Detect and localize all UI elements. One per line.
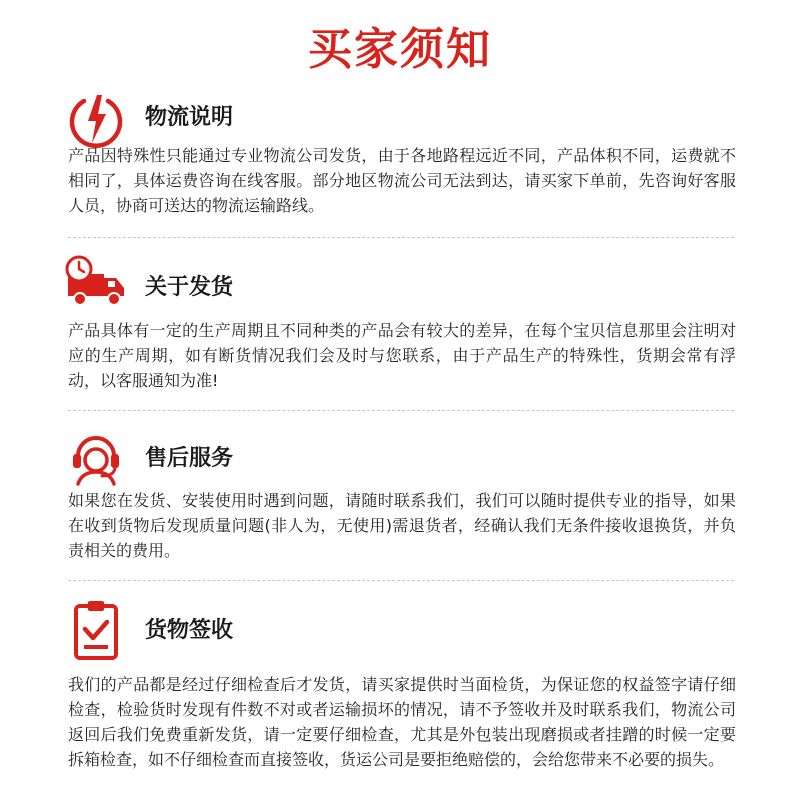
- section-body: 我们的产品都是经过仔细检查后才发货，请买家提供时当面检货，为保证您的权益签字请仔细检查，检验货时发现有件数不对或者运输损坏的情况，请不予签收并及时联系我们，物流公司返回后我们免费重新发货，请一定要仔细检查，尤其是外包装出现磨损或者挂蹭的时候一定要拆箱检查，如不仔细检查而直接签收，货运公司是要拒绝赔偿的，会给您带来不必要的损失。: [68, 675, 736, 769]
- divider: [68, 237, 734, 238]
- delivery-truck-clock-icon: [64, 252, 128, 316]
- divider: [68, 410, 734, 411]
- section-title: 关于发货: [145, 275, 234, 300]
- page-title: 买家须知: [308, 24, 492, 75]
- customer-service-headset-icon: [64, 426, 128, 490]
- section-body: 产品具体有一定的生产周期且不同种类的产品会有较大的差异，在每个宝贝信息那里会注明对应的生产周期，如有断货情况我们会及时与您联系，由于产品生产的特殊性，货期会常有浮动，以客服通知为准!: [68, 321, 736, 390]
- section-body: 如果您在发货、安装使用时遇到问题，请随时联系我们，我们可以随时提供专业的指导，如果在收到货物后发现质量问题(非人为，无使用)需退货者，经确认我们无条件接收退换货，并负责相关的费用。: [68, 491, 736, 560]
- divider: [68, 580, 734, 581]
- clipboard-check-icon: [64, 598, 128, 662]
- section-title: 货物签收: [145, 618, 234, 643]
- section-title: 售后服务: [145, 446, 234, 471]
- section-body: 产品因特殊性只能通过专业物流公司发货，由于各地路程远近不同，产品体积不同，运费就不相同了，具体运费咨询在线客服。部分地区物流公司无法到达，请买家下单前，先咨询好客服人员，协商可送达的物流运输路线。: [68, 146, 736, 215]
- section-title: 物流说明: [145, 105, 234, 130]
